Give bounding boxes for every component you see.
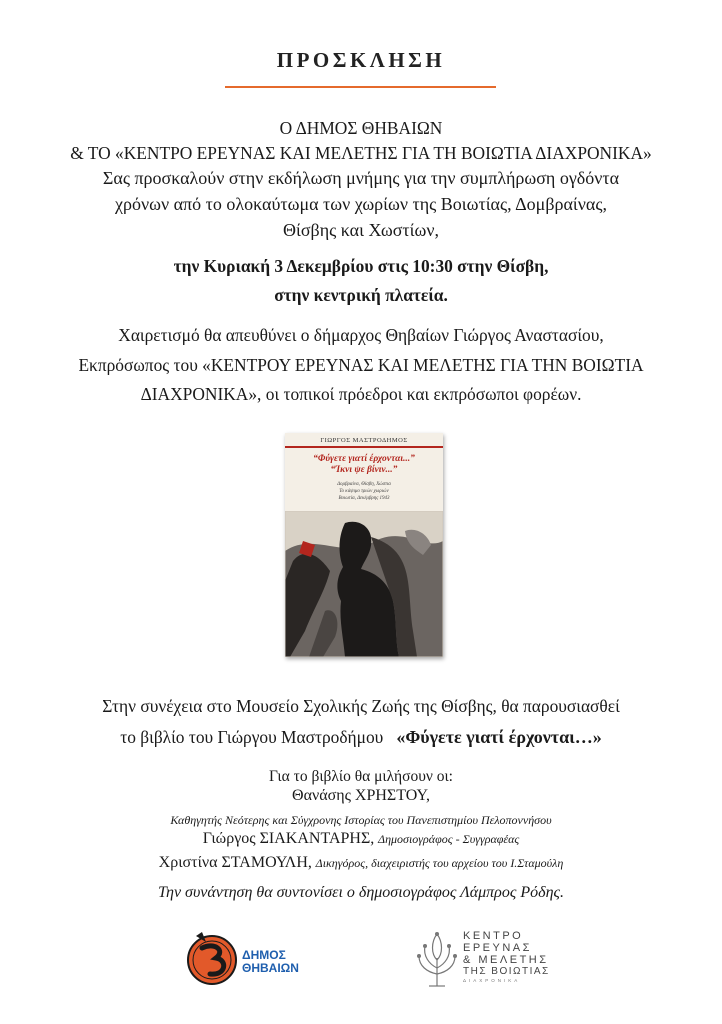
greeting-line: Χαιρετισμό θα απευθύνει ο δήμαρχος Θηβαίων Γιώργος Αναστασίου, (118, 325, 604, 345)
kentro-name-line: ΕΡΕΥΝΑΣ (463, 942, 532, 954)
speaker-name: Γιώργος ΣΙΑΚΑΝΤΑΡΗΣ, (202, 830, 375, 847)
book-subtitle (285, 481, 443, 502)
presentation-line: Στην συνέχεια στο Μουσείο Σχολικής Ζωής της Θίσβης, θα παρουσιασθεί (102, 696, 620, 716)
presentation-book-author: το βιβλίο του Γιώργου Μαστροδήμου (120, 727, 384, 747)
event-datetime: την Κυριακή 3 Δεκεμβρίου στις 10:30 στην Θίσβη, (173, 256, 549, 276)
intro-line: χρόνων από το ολοκαύτωμα των χωρίων της Βοιωτίας, Δομβραίνας, (115, 194, 607, 214)
title-underline (225, 86, 496, 88)
moderator-line: Την συνάντηση θα συντονίσει ο δημοσιογράφος Λάμπρος Ρόδης. (158, 884, 564, 901)
cover-illustration (285, 511, 443, 657)
presentation-book-title: «Φύγετε γιατί έρχονται…» (396, 727, 602, 747)
event-location: στην κεντρική πλατεία. (274, 285, 448, 305)
dimos-name-line: ΘΗΒΑΙΩΝ (242, 961, 299, 975)
presentation-line (0, 723, 722, 751)
intro-line: Σας προσκαλούν στην εκδήλωση μνήμης για την συμπλήρωση ογδόντα (102, 168, 620, 188)
cover-divider (285, 446, 443, 448)
speakers-intro: Για το βιβλίο θα μιλήσουν οι: (269, 768, 453, 785)
intro-line: Ο ΔΗΜΟΣ ΘΗΒΑΙΩΝ (279, 118, 443, 138)
book-cover (285, 433, 443, 657)
kentro-tagline: ΔΙΑΧΡΟΝΙΚΑ (463, 978, 521, 983)
speaker-entry (0, 829, 722, 849)
intro-line: & ΤΟ «ΚΕΝΤΡΟ ΕΡΕΥΝΑΣ ΚΑΙ ΜΕΛΕΤΗΣ ΓΙΑ ΤΗ ΒΟΙΩΤΙΑ ΔΙΑΧΡΟΝΙΚΑ» (70, 143, 652, 163)
greeting-line: Εκπρόσωπος του «ΚΕΝΤΡΟΥ ΕΡΕΥΝΑΣ ΚΑΙ ΜΕΛΕΤΗΣ ΓΙΑ ΤΗΝ ΒΟΙΩΤΙΑ (78, 355, 644, 375)
book-subtitle-line: Δομβραίνα, Θίσβη, Χώστια (337, 482, 391, 487)
speaker-name: Χριστίνα ΣΤΑΜΟΥΛΗ, (158, 854, 312, 871)
page-title: ΠΡΟΣΚΛΗΣΗ (276, 48, 446, 72)
speaker-role: Δικηγόρος, διαχειριστής του αρχείου του Ι.Σταμούλη (315, 856, 564, 870)
speaker-role: Δημοσιογράφος - Συγγραφέας (378, 832, 520, 846)
speaker-name: Θανάσης ΧΡΗΣΤΟΥ, (292, 787, 430, 804)
tree-icon (415, 928, 459, 990)
book-subtitle-line: Το κάψιμο τριών χωριών (339, 489, 389, 494)
greeting-line: ΔΙΑΧΡΟΝΙΚΑ», οι τοπικοί πρόεδροι και εκπρόσωποι φορέων. (140, 384, 582, 404)
book-subtitle-line: Βοιωτία, Δεκέμβρης 1943 (338, 496, 390, 501)
speaker-entry (0, 853, 722, 873)
dimos-name-line: ΔΗΜΟΣ (242, 948, 286, 962)
speaker-role: Καθηγητής Νεότερης και Σύγχρονης Ιστορίας του Πανεπιστημίου Πελοποννήσου (170, 813, 552, 827)
book-author: ΓΙΩΡΓΟΣ ΜΑΣΤΡΟΔΗΜΟΣ (320, 437, 408, 444)
kentro-name-line: ΚΕΝΤΡΟ (463, 930, 524, 942)
kentro-name-line: ΤΗΣ ΒΟΙΩΤΙΑΣ (463, 966, 550, 977)
book-title-arvanitika: “Ίκνι ψε βίνιν...” (330, 465, 398, 475)
dimos-thivaion-logo (186, 928, 326, 988)
kentro-name-line: & ΜΕΛΕΤΗΣ (463, 954, 549, 966)
kentro-logo (415, 926, 575, 996)
dimos-emblem-icon (186, 928, 240, 988)
book-title-greek: “Φύγετε γιατί έρχονται...” (313, 454, 415, 464)
intro-line: Θίσβης και Χωστίων, (283, 220, 439, 240)
